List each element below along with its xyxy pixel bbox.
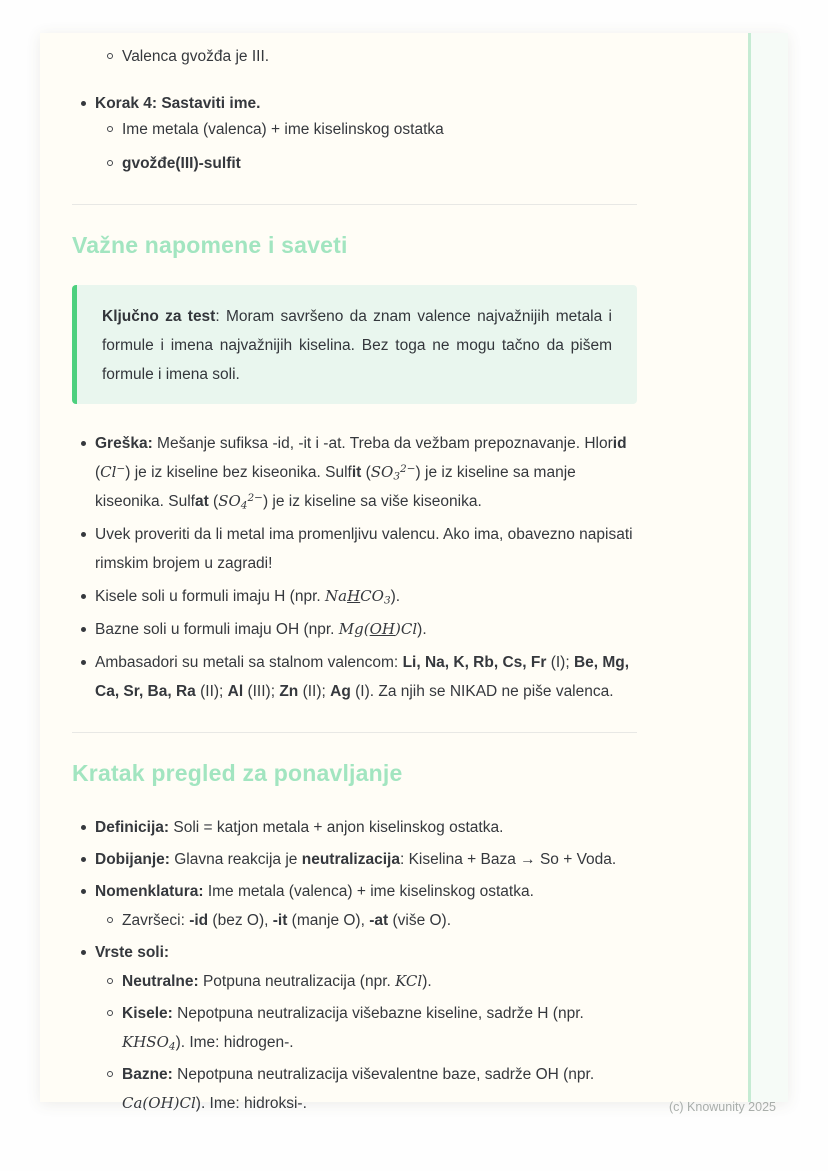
text-run: Ključno za test: [102, 308, 216, 325]
list-item-text: [95, 877, 637, 906]
text-run: Završeci:: [122, 912, 190, 929]
list-item-main: [72, 648, 637, 706]
bullet-disc-icon: [81, 660, 86, 665]
bullet-circle-icon: [107, 1071, 113, 1077]
text-run: Greška:: [95, 435, 153, 452]
callout-text: [102, 302, 612, 389]
text-run: Mešanje sufiksa -id, -it i -at. Treba da vežbam prepoznavanje. Hlor: [152, 435, 613, 452]
text-run: Na: [325, 587, 348, 605]
text-run: Definicija:: [95, 819, 170, 836]
text-run: SO: [218, 492, 241, 510]
list-item-text: [122, 42, 637, 71]
list-item-sub: [72, 149, 637, 178]
text-run: Ag: [330, 683, 351, 700]
text-run: ). Ime: hidroksi-.: [195, 1095, 307, 1112]
list-item-sub: [72, 42, 637, 71]
text-run: ).: [422, 973, 432, 990]
text-run: Nepotpuna neutralizacija viševalentne baze, sadrže OH (npr.: [172, 1066, 595, 1083]
text-run: Bazne soli u formuli imaju OH (npr.: [95, 621, 339, 638]
list-item-sub: [72, 1060, 637, 1118]
list-item-main: [72, 615, 637, 644]
list-item-text: [95, 429, 637, 516]
notes-list: [72, 429, 637, 706]
text-run: Uvek proveriti da li metal ima promenljivu valencu. Ako ima, obavezno napisati rimskim brojem u zagradi!: [95, 526, 633, 572]
list-item-sub: [72, 906, 637, 935]
bullet-disc-icon: [81, 101, 86, 106]
text-run: Mg(: [338, 620, 370, 638]
text-run: (manje O),: [287, 912, 370, 929]
text-run: Kisele:: [122, 1005, 173, 1022]
text-run: neutralizacija: [301, 851, 400, 868]
text-run: ).: [390, 588, 401, 605]
text-run: 2−: [247, 491, 263, 504]
text-run: ) je iz kiseline sa više kiseonika.: [262, 493, 482, 510]
text-run: (više O).: [388, 912, 452, 929]
text-run: (III);: [243, 683, 280, 700]
text-run: Nepotpuna neutralizacija višebazne kiseline, sadrže H (npr.: [172, 1005, 584, 1022]
text-run: −: [116, 462, 126, 475]
list-item-text: [122, 115, 637, 144]
text-run: Glavna reakcija je: [169, 851, 302, 868]
text-run: -id: [189, 912, 209, 929]
text-run: at: [194, 493, 209, 510]
intro-list: [72, 42, 637, 178]
text-run: Ime metala (valenca) + ime kiselinskog ostatka.: [203, 883, 534, 900]
text-run: 4: [240, 499, 248, 512]
list-item-text: [95, 615, 637, 644]
text-run: SO: [370, 463, 394, 481]
text-run: )Cl: [395, 620, 418, 638]
bullet-disc-icon: [81, 857, 86, 862]
key-callout: [72, 285, 637, 404]
list-item-main: [72, 520, 637, 578]
list-item-sub: [72, 999, 637, 1057]
list-item-text: [95, 845, 637, 874]
list-item-text: [95, 648, 637, 706]
text-run: Dobijanje:: [95, 851, 170, 868]
list-item-text: [122, 906, 637, 935]
text-run: it: [351, 464, 362, 481]
list-item-text: [95, 813, 637, 842]
page-content: [40, 33, 788, 1118]
list-item-main: [72, 582, 637, 611]
list-item-main: [72, 877, 637, 906]
text-run: Neutralne:: [122, 973, 199, 990]
list-item-main: [72, 845, 637, 874]
text-run: -it: [272, 912, 288, 929]
text-run: (: [208, 493, 219, 510]
copyright-footer: (c) Knowunity 2025: [668, 1100, 776, 1114]
text-run: 4: [168, 1040, 176, 1053]
bullet-disc-icon: [81, 441, 86, 446]
section-divider-2: [72, 732, 637, 733]
text-run: Li, Na, K, Rb, Cs, Fr: [402, 654, 547, 671]
text-run: Be, Mg, Ca, Sr, Ba, Ra: [95, 654, 630, 700]
list-item-sub: [72, 967, 637, 996]
text-run: : Kiselina + Baza → So + Voda.: [399, 851, 617, 868]
text-run: 3: [383, 594, 391, 607]
text-run: ).: [417, 621, 427, 638]
section-title-review: Kratak pregled za ponavljanje: [72, 760, 403, 786]
text-run: KCl: [395, 972, 423, 990]
text-run: Ambasadori su metali sa stalnom valencom:: [95, 654, 403, 671]
text-run: ). Ime: hidrogen-.: [175, 1034, 294, 1051]
text-run: (bez O),: [208, 912, 273, 929]
text-run: (: [361, 464, 371, 481]
text-run: Al: [227, 683, 244, 700]
text-run: (: [95, 464, 101, 481]
list-item-text: [95, 89, 637, 118]
text-run: (I);: [546, 654, 574, 671]
text-run: Soli = katjon metala + anjon kiselinskog ostatka.: [169, 819, 504, 836]
list-item-main: [72, 89, 637, 118]
list-item-text: [95, 582, 637, 611]
list-item-text: [122, 999, 637, 1057]
text-run: Vrste soli:: [95, 944, 170, 961]
text-run: gvožđe(III)-sulfit: [122, 155, 241, 172]
text-run: KHSO: [122, 1033, 169, 1051]
list-item-text: [95, 520, 637, 578]
list-item-main: [72, 429, 637, 516]
text-run: Cl: [100, 463, 117, 481]
text-run: Kisele soli u formuli imaju H (npr.: [95, 588, 325, 605]
bullet-disc-icon: [81, 950, 86, 955]
text-run: OH: [369, 620, 396, 638]
list-item-main: [72, 938, 637, 967]
bullet-circle-icon: [107, 1010, 113, 1016]
bullet-disc-icon: [81, 594, 86, 599]
bullet-circle-icon: [107, 53, 113, 59]
text-run: 3: [393, 470, 401, 483]
bullet-circle-icon: [107, 160, 113, 166]
list-item-text: [122, 1060, 637, 1118]
section-divider-1: [72, 204, 637, 205]
text-run: (II);: [195, 683, 228, 700]
text-run: (II);: [298, 683, 331, 700]
list-item-text: [122, 967, 637, 996]
text-run: Valenca gvožđa je III.: [122, 48, 270, 65]
text-run: Zn: [279, 683, 299, 700]
text-run: -at: [369, 912, 389, 929]
text-run: Nomenklatura:: [95, 883, 204, 900]
bullet-disc-icon: [81, 532, 86, 537]
bullet-disc-icon: [81, 825, 86, 830]
bullet-disc-icon: [81, 889, 86, 894]
bullet-circle-icon: [107, 917, 113, 923]
text-run: Ime metala (valenca) + ime kiselinskog ostatka: [122, 121, 444, 138]
text-run: Potpuna neutralizacija (npr.: [198, 973, 396, 990]
list-item-main: [72, 813, 637, 842]
text-run: Bazne:: [122, 1066, 173, 1083]
text-run: ) je iz kiseline sa manje kiseonika. Sulf: [95, 464, 576, 510]
text-run: ) je iz kiseline bez kiseonika. Sulf: [125, 464, 352, 481]
bullet-disc-icon: [81, 627, 86, 632]
list-item-text: [122, 149, 637, 178]
text-run: 2−: [400, 462, 416, 475]
list-item-sub: [72, 115, 637, 144]
section-title-notes: Važne napomene i saveti: [72, 232, 348, 258]
review-list: [72, 813, 637, 1118]
text-run: Korak 4: Sastaviti ime.: [95, 95, 261, 112]
bullet-circle-icon: [107, 978, 113, 984]
text-run: CO: [360, 587, 384, 605]
text-run: id: [612, 435, 627, 452]
list-item-text: [95, 938, 637, 967]
bullet-circle-icon: [107, 126, 113, 132]
text-run: : Moram savršeno da znam valence najvažnijih metala i formule i imena najvažnijih kiselina. Bez toga ne mogu tačno da pišem formule i imena soli.: [102, 308, 612, 383]
text-run: (I). Za njih se NIKAD ne piše valenca.: [350, 683, 614, 700]
text-run: H: [347, 587, 361, 605]
text-run: Ca(OH)Cl: [122, 1094, 196, 1112]
